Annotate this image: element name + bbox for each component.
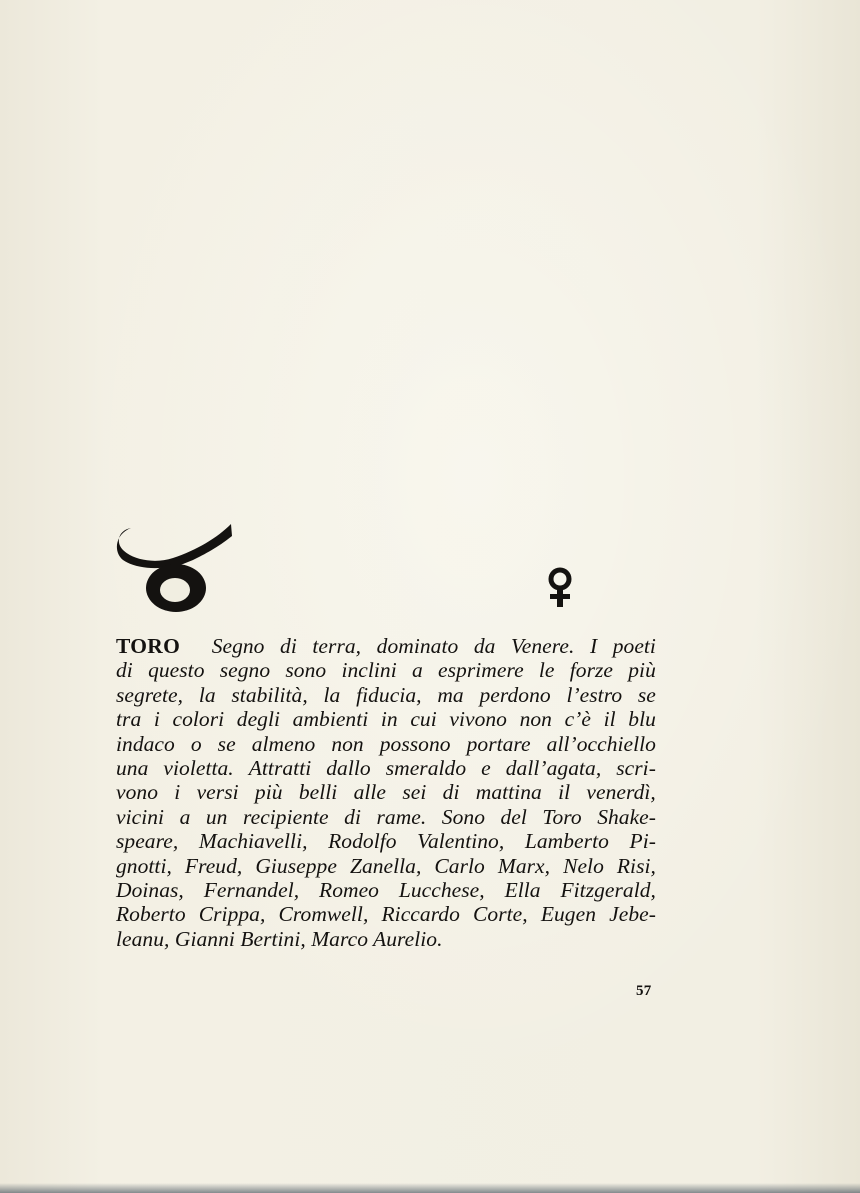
word: Sono xyxy=(441,804,485,829)
text-line xyxy=(116,732,656,756)
sign-name-heading: TORO xyxy=(116,634,181,658)
word: Crippa, xyxy=(198,902,266,927)
word: se xyxy=(637,682,656,707)
word: c’è xyxy=(564,707,591,732)
word: a xyxy=(179,804,191,829)
word: vono xyxy=(116,780,158,805)
word: di xyxy=(344,804,361,829)
text-line xyxy=(116,902,656,926)
word: Pi- xyxy=(629,829,656,854)
sign-description xyxy=(116,634,656,951)
word: Jebe- xyxy=(609,902,656,927)
text-line xyxy=(116,707,656,731)
word: Shake- xyxy=(597,804,656,829)
word: scri- xyxy=(616,756,656,781)
word: Corte, xyxy=(473,902,528,927)
word: Riccardo xyxy=(381,902,460,927)
word: il xyxy=(558,780,571,805)
word: Lamberto xyxy=(524,829,609,854)
word: possono xyxy=(379,731,451,756)
word: mattina xyxy=(475,780,542,805)
taurus-icon xyxy=(113,520,237,620)
word: Giuseppe xyxy=(255,853,337,878)
word: portare xyxy=(466,731,531,756)
word: sei xyxy=(402,780,427,805)
text-line xyxy=(116,780,656,804)
word: di xyxy=(116,658,133,683)
text-line xyxy=(116,658,656,682)
word: fiducia, xyxy=(356,682,422,707)
word: il xyxy=(603,707,616,732)
word: Fernandel, xyxy=(203,878,300,903)
word: Venere. xyxy=(510,634,575,658)
word: recipiente xyxy=(242,804,329,829)
word: vivono xyxy=(449,707,507,732)
word: smeraldo xyxy=(385,756,467,781)
word: colori xyxy=(172,707,225,732)
word: segrete, xyxy=(116,682,184,707)
word: e xyxy=(481,756,491,781)
word: a xyxy=(411,658,423,683)
word: più xyxy=(254,780,283,805)
word: Zanella, xyxy=(349,853,422,878)
venus-icon xyxy=(542,567,578,609)
word: questo xyxy=(148,658,205,683)
word: Ella xyxy=(504,878,541,903)
word: più xyxy=(628,658,656,683)
word: dallo xyxy=(326,756,371,781)
word: forze xyxy=(569,658,614,683)
word: da xyxy=(473,634,496,658)
word: in xyxy=(380,707,398,732)
word: perdono xyxy=(479,682,551,707)
word: le xyxy=(538,658,555,683)
text-line xyxy=(116,683,656,707)
text-line-1 xyxy=(116,634,656,658)
word: esprimere xyxy=(438,658,524,683)
word: Attratti xyxy=(248,756,312,781)
word: rame. xyxy=(376,804,427,829)
word: sono xyxy=(285,658,327,683)
text-line xyxy=(116,756,656,780)
word: gnotti, xyxy=(116,853,172,878)
word: non xyxy=(331,731,364,756)
word: speare, xyxy=(116,829,179,854)
word: Freud, xyxy=(184,853,243,878)
word: belli xyxy=(298,780,338,805)
word: Eugen xyxy=(540,902,597,927)
word: una xyxy=(116,756,149,781)
text-line xyxy=(116,854,656,878)
word: Lucchese, xyxy=(398,878,485,903)
word: segno xyxy=(219,658,271,683)
word: degli xyxy=(236,707,281,732)
word: indaco xyxy=(116,731,175,756)
word: Romeo xyxy=(319,878,379,903)
word: Carlo xyxy=(434,853,485,878)
word: la xyxy=(198,682,216,707)
word: blu xyxy=(628,707,656,732)
word: Roberto xyxy=(116,902,186,927)
word: Doinas, xyxy=(116,878,184,903)
word: dall’agata, xyxy=(505,756,602,781)
word: terra, xyxy=(312,634,362,658)
word: poeti xyxy=(612,634,656,658)
text-line xyxy=(116,878,656,902)
word: stabilità, xyxy=(231,682,308,707)
word: ambienti xyxy=(292,707,369,732)
word: di xyxy=(280,634,297,658)
word: I xyxy=(589,634,598,658)
word: di xyxy=(442,780,460,805)
word: la xyxy=(323,682,341,707)
word: un xyxy=(205,804,228,829)
word: Segno xyxy=(211,634,265,658)
word: violetta. xyxy=(163,756,234,781)
word: tra xyxy=(116,707,142,732)
word: venerdì, xyxy=(586,780,656,805)
word: vicini xyxy=(116,804,165,829)
page-number: 57 xyxy=(636,983,652,999)
word: Toro xyxy=(542,804,582,829)
word: se xyxy=(217,731,236,756)
word: Risi, xyxy=(616,853,656,878)
word: Nelo xyxy=(563,853,604,878)
word: l’estro xyxy=(566,682,623,707)
word: Valentino, xyxy=(417,829,505,854)
word: Machiavelli, xyxy=(198,829,308,854)
word: Fitzgerald, xyxy=(560,878,656,903)
scan-edge-shadow xyxy=(0,1183,860,1193)
word: all’occhiello xyxy=(546,731,656,756)
word: i xyxy=(153,707,160,732)
word: ma xyxy=(437,682,464,707)
word: Cromwell, xyxy=(278,902,369,927)
word: del xyxy=(500,804,527,829)
word: Rodolfo xyxy=(328,829,397,854)
text-line-last: leanu, Gianni Bertini, Marco Aurelio. xyxy=(116,926,443,951)
text-line xyxy=(116,805,656,829)
word: inclini xyxy=(341,658,397,683)
word: Marx, xyxy=(497,853,551,878)
word: alle xyxy=(353,780,387,805)
word: non xyxy=(519,707,552,732)
word: versi xyxy=(196,780,239,805)
word: cui xyxy=(410,707,437,732)
word: almeno xyxy=(251,731,316,756)
text-line xyxy=(116,829,656,853)
word: i xyxy=(174,780,181,805)
word: o xyxy=(190,731,202,756)
word: dominato xyxy=(376,634,459,658)
